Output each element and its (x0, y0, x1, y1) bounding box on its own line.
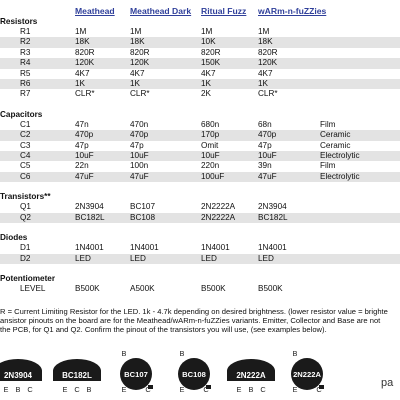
pin-label-bottom: E (62, 385, 68, 394)
table-cell: 18K (130, 37, 201, 47)
row-spacer (0, 213, 20, 223)
table-cell (320, 243, 400, 253)
note-line: the PCB, for Q1 and Q2. Confirm the pinout of the transistors you will use, (see examples below). (0, 325, 327, 335)
table-cell: 120K (130, 58, 201, 68)
table-cell (320, 79, 400, 89)
table-cell: Electrolytic (320, 151, 400, 161)
row-spacer (0, 130, 20, 140)
table-cell: 22n (75, 161, 89, 171)
table-cell: 100uF (201, 172, 258, 182)
table-cell: 10K (201, 37, 258, 47)
table-cell: 47p (130, 140, 144, 150)
table-cell: 120K (258, 58, 320, 68)
table-row (0, 79, 400, 89)
table-cell: 39n (258, 161, 272, 171)
table-row (0, 27, 400, 37)
table-cell: 1M (75, 27, 87, 36)
table-cell (320, 37, 400, 47)
pin-label-top: B (292, 349, 298, 358)
row-spacer (0, 202, 20, 212)
pin-label-top: B (121, 349, 127, 358)
pin-label-bottom: C (27, 385, 33, 394)
column-header-ritual-fuzz: Ritual Fuzz (201, 6, 247, 16)
table-cell: 150K (201, 58, 258, 68)
table-cell: 18K (75, 37, 130, 47)
part-designator: Q2 (20, 213, 75, 223)
table-row (0, 172, 400, 182)
part-designator: C6 (20, 172, 75, 182)
table-row (0, 213, 400, 223)
table-cell: 47uF (258, 172, 320, 182)
column-header-warm-n-fuzzies: wARm-n-fuZZies (258, 6, 327, 16)
row-spacer (0, 161, 20, 171)
table-cell: B500K (201, 283, 226, 293)
table-cell (320, 27, 400, 37)
pin-label-bottom: E (121, 385, 127, 394)
table-cell: 170p (201, 130, 258, 140)
table-cell: 68n (258, 119, 272, 129)
pin-label-bottom: C (260, 385, 266, 394)
table-row (0, 284, 400, 294)
table-row (0, 141, 400, 151)
table-cell: 10uF (75, 151, 130, 161)
table-cell: CLR* (130, 89, 150, 99)
table-cell: 1K (130, 79, 201, 89)
transistor-label: BC182L (62, 371, 92, 380)
row-spacer (0, 58, 20, 68)
table-cell: 2N3904 (258, 202, 287, 212)
row-spacer (0, 89, 20, 99)
table-cell (320, 213, 400, 223)
table-row (0, 69, 400, 79)
part-designator: C3 (20, 140, 31, 150)
part-designator: D2 (20, 254, 75, 264)
table-row (0, 120, 400, 130)
pin-label-bottom: C (316, 385, 322, 394)
table-cell: 1M (130, 27, 142, 36)
table-cell: 1K (75, 79, 130, 89)
table-cell: 680n (201, 119, 220, 129)
table-cell: 47p (258, 140, 272, 150)
table-cell: 10uF (130, 151, 201, 161)
row-spacer (0, 151, 20, 161)
table-row (0, 130, 400, 140)
table-cell: 1K (258, 79, 320, 89)
part-designator: R5 (20, 68, 31, 78)
section-heading-row (0, 264, 400, 284)
row-spacer (0, 48, 20, 58)
table-cell: CLR* (258, 89, 278, 99)
pin-label-bottom: C (203, 385, 209, 394)
note-line: R = Current Limiting Resistor for the LED. 1k - 4.7k depending on desired brightness. (lower resistor value = brighte (0, 307, 388, 316)
row-spacer (0, 172, 20, 182)
table-cell: 4K7 (130, 68, 145, 78)
parts-table (0, 16, 400, 294)
table-cell: LED (130, 254, 201, 264)
table-cell: 4K7 (75, 68, 90, 78)
table-cell: 100n (130, 161, 149, 171)
table-cell: 470n (130, 119, 149, 129)
column-header-meathead-dark: Meathead Dark (130, 6, 192, 16)
table-cell: Film (320, 161, 336, 171)
table-cell: 820R (130, 47, 150, 57)
pin-label-bottom: B (86, 385, 92, 394)
table-cell: 2N3904 (75, 202, 104, 212)
part-designator: D1 (20, 243, 31, 253)
table-cell: 10uF (258, 151, 320, 161)
part-designator: C1 (20, 119, 31, 129)
table-cell: Ceramic (320, 140, 351, 150)
section-title: Capacitors (0, 109, 43, 119)
table-cell: BC107 (130, 202, 156, 212)
table-cell: BC108 (130, 213, 201, 223)
transistor-label: 2N222A (236, 371, 266, 380)
table-cell: 120K (75, 58, 130, 68)
part-designator: Q1 (20, 202, 31, 212)
table-cell: Omit (201, 140, 219, 150)
table-cell: 1M (258, 27, 270, 36)
part-designator: R1 (20, 27, 31, 36)
row-spacer (0, 79, 20, 89)
table-cell: 47n (75, 119, 89, 129)
table-cell: 220n (201, 161, 220, 171)
part-designator: C5 (20, 161, 31, 171)
row-spacer (0, 254, 20, 264)
table-cell: 820R (201, 47, 221, 57)
pin-label-bottom: E (3, 385, 9, 394)
section-title: Diodes (0, 233, 28, 243)
table-cell: Electrolytic (320, 172, 400, 182)
table-cell (320, 89, 400, 99)
table-cell: 47uF (75, 172, 130, 182)
part-designator: R7 (20, 89, 31, 99)
table-cell: B500K (75, 283, 100, 293)
part-designator: C4 (20, 151, 75, 161)
table-cell: BC182L (258, 213, 320, 223)
transistor-label: BC108 (182, 370, 206, 379)
table-cell: 47p (75, 140, 89, 150)
table-row (0, 161, 400, 171)
table-cell: 1N4001 (75, 243, 104, 253)
note-line: ansistor pinouts on the board are for the Meathead/wARm-n-fuZZies variants. Emitter, Collector and Base are not (0, 316, 381, 326)
pin-label-bottom: E (292, 385, 298, 394)
table-cell: 2N2222A (201, 202, 236, 212)
notes-block (0, 307, 400, 335)
table-cell: 470p (258, 130, 320, 140)
table-cell: Film (320, 119, 336, 129)
section-heading-row (0, 223, 400, 243)
section-title: Resistors (0, 17, 38, 26)
table-cell (320, 48, 400, 58)
table-cell: 10uF (201, 151, 258, 161)
table-cell: 1K (201, 79, 258, 89)
table-row (0, 151, 400, 161)
table-cell: LED (75, 254, 130, 264)
table-cell: 820R (75, 47, 95, 57)
table-cell: LED (201, 254, 258, 264)
table-cell: LED (258, 254, 320, 264)
row-spacer (0, 120, 20, 130)
row-spacer (0, 27, 20, 37)
table-cell: 1N4001 (130, 243, 159, 253)
table-cell: 470p (130, 130, 201, 140)
pin-label-bottom: E (179, 385, 185, 394)
table-row (0, 254, 400, 264)
table-cell: 1N4001 (201, 243, 230, 253)
row-spacer (0, 69, 20, 79)
table-cell: 4K7 (258, 68, 273, 78)
part-designator: C2 (20, 130, 75, 140)
transistor-label: 2N222A (293, 370, 321, 379)
table-cell (320, 202, 400, 212)
pin-label-top: B (179, 349, 185, 358)
part-designator: R4 (20, 58, 75, 68)
table-cell: A500K (130, 283, 155, 293)
section-title: Potentiometer (0, 273, 56, 283)
transistor-package-3 (164, 357, 224, 391)
section-title: Transistors** (0, 192, 51, 202)
table-cell (320, 254, 400, 264)
part-designator: LEVEL (20, 283, 46, 293)
table-row (0, 37, 400, 47)
part-designator: R6 (20, 79, 75, 89)
pin-label-bottom: B (15, 385, 21, 394)
table-cell: CLR* (75, 89, 95, 99)
table-cell: BC182L (75, 213, 130, 223)
table-cell: 4K7 (201, 68, 216, 78)
pin-label-bottom: E (236, 385, 242, 394)
table-cell (320, 69, 400, 79)
table-cell: 18K (258, 37, 320, 47)
section-heading-row (0, 100, 400, 120)
table-cell (320, 284, 400, 294)
table-cell: 470p (75, 130, 130, 140)
section-heading-row (0, 16, 400, 27)
table-cell: 2K (201, 89, 212, 99)
part-designator: R2 (20, 37, 75, 47)
table-cell: 1N4001 (258, 243, 287, 253)
row-spacer (0, 141, 20, 151)
page-fragment: pa (381, 377, 394, 389)
pin-label-bottom: C (74, 385, 80, 394)
pin-label-bottom: B (248, 385, 254, 394)
table-row (0, 89, 400, 99)
table-cell: 2N2222A (201, 213, 258, 223)
table-cell: Ceramic (320, 130, 400, 140)
table-cell: B500K (258, 283, 283, 293)
table-cell: 1M (201, 27, 213, 36)
row-spacer (0, 243, 20, 253)
column-header-meathead: Meathead (75, 6, 115, 16)
table-row (0, 58, 400, 68)
table-row (0, 202, 400, 212)
table-cell (320, 58, 400, 68)
pin-label-bottom: C (145, 385, 151, 394)
table-row (0, 48, 400, 58)
row-spacer (0, 37, 20, 47)
table-cell: 820R (258, 47, 278, 57)
section-heading-row (0, 182, 400, 202)
transistor-package-2 (106, 357, 166, 391)
transistor-label: 2N3904 (3, 371, 33, 380)
transistor-package-5 (277, 357, 337, 391)
part-designator: R3 (20, 47, 31, 57)
table-cell: 47uF (130, 172, 201, 182)
row-spacer (0, 284, 20, 294)
table-row (0, 243, 400, 253)
transistor-label: BC107 (124, 370, 148, 379)
